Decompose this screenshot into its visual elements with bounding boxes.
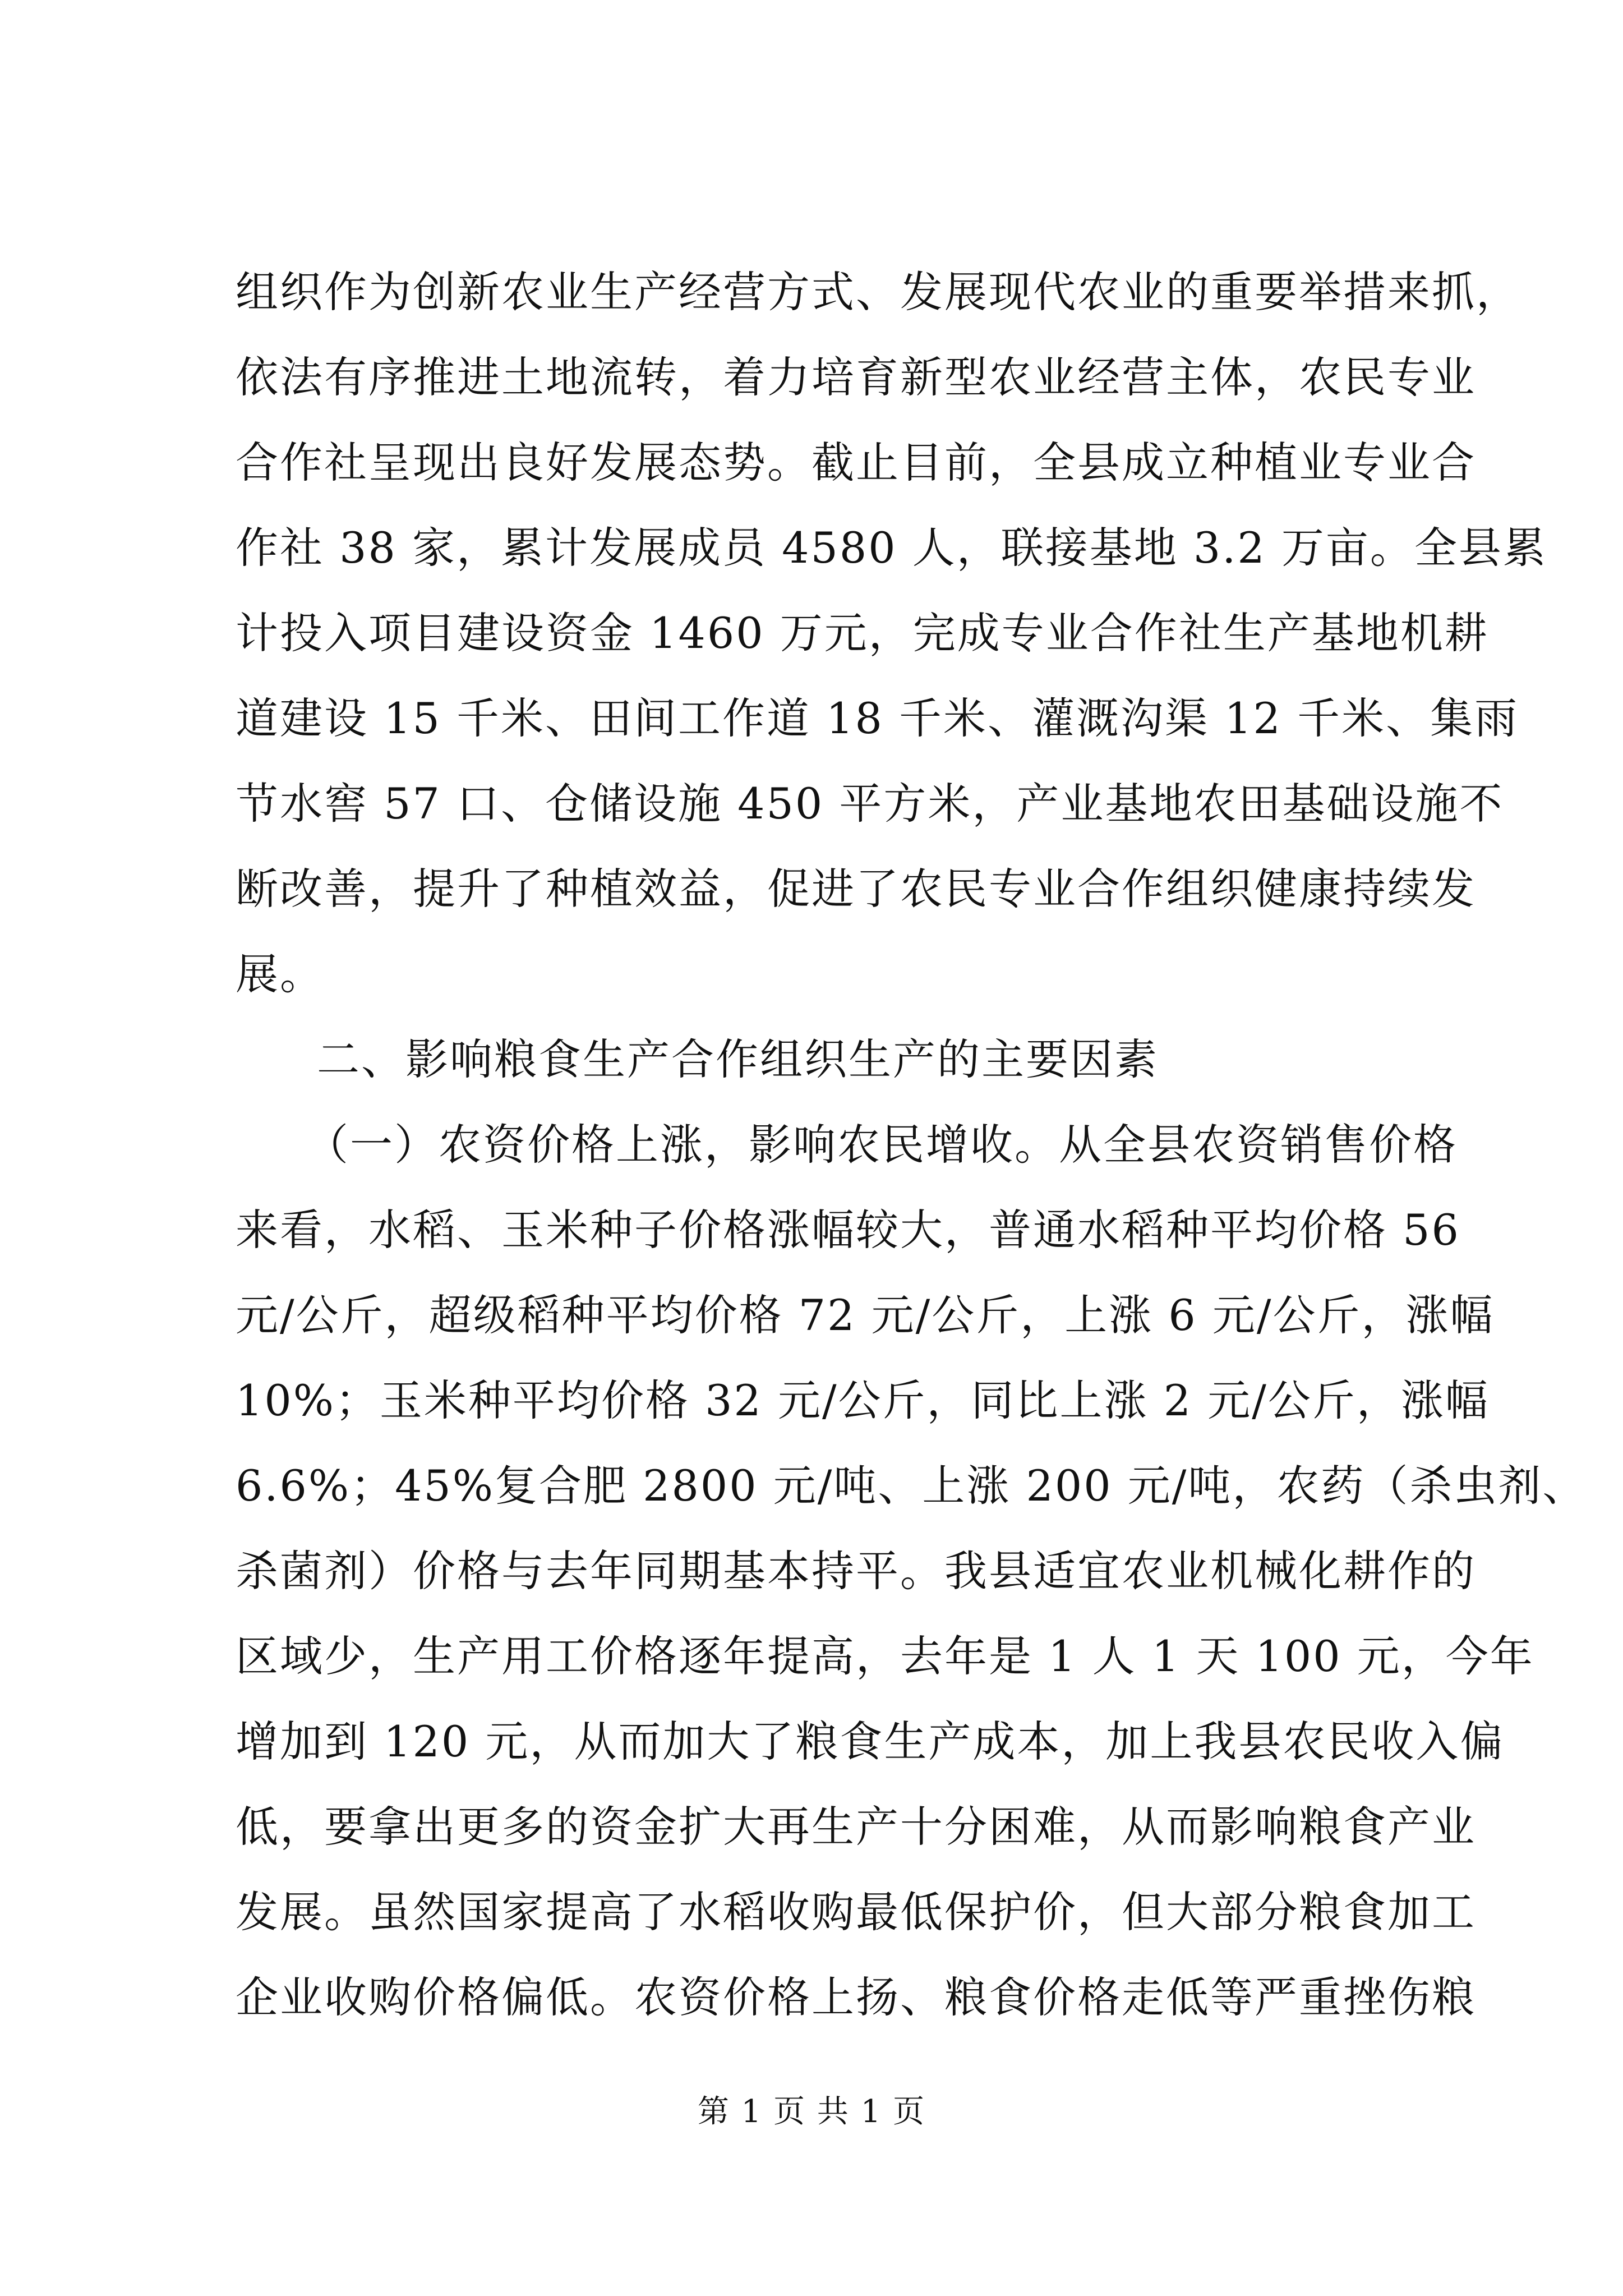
text-line: 组织作为创新农业生产经营方式、发展现代农业的重要举措来抓，: [236, 267, 1520, 317]
text-line: 区域少，生产用工价格逐年提高，去年是 1 人 1 天 100 元，今年: [236, 1631, 1534, 1681]
text-line: 合作社呈现出良好发展态势。截止目前，全县成立种植业专业合: [236, 438, 1476, 487]
text-line: 6.6%；45%复合肥 2800 元/吨、上涨 200 元/吨，农药（杀虫剂、: [236, 1461, 1587, 1511]
text-line: 元/公斤，超级稻种平均价格 72 元/公斤，上涨 6 元/公斤，涨幅: [236, 1290, 1495, 1340]
text-line: 展。: [236, 949, 324, 999]
document-body: [236, 250, 1587, 2040]
text-line: 企业收购价格偏低。农资价格上扬、粮食价格走低等严重挫伤粮: [236, 1972, 1476, 2022]
text-line: 10%；玉米种平均价格 32 元/公斤，同比上涨 2 元/公斤，涨幅: [236, 1375, 1490, 1425]
page-number-footer: 第 1 页 共 1 页: [697, 2093, 926, 2130]
text-line: 低，要拿出更多的资金扩大再生产十分困难，从而影响粮食产业: [236, 1802, 1476, 1852]
text-line: 来看，水稻、玉米种子价格涨幅较大，普通水稻种平均价格 56: [236, 1205, 1460, 1255]
text-line: 依法有序推进土地流转，着力培育新型农业经营主体，农民专业: [236, 352, 1476, 402]
text-line: 作社 38 家，累计发展成员 4580 人，联接基地 3.2 万亩。全县累: [236, 523, 1547, 573]
text-line: 计投入项目建设资金 1460 万元，完成专业合作社生产基地机耕: [236, 608, 1489, 658]
text-line: 发展。虽然国家提高了水稻收购最低保护价，但大部分粮食加工: [236, 1887, 1476, 1937]
subsection-line: （一）农资价格上涨，影响农民增收。从全县农资销售价格: [306, 1120, 1458, 1170]
text-line: 道建设 15 千米、田间工作道 18 千米、灌溉沟渠 12 千米、集雨: [236, 693, 1519, 743]
text-line: 增加到 120 元，从而加大了粮食生产成本，加上我县农民收入偏: [236, 1717, 1505, 1766]
text-line: 杀菌剂）价格与去年同期基本持平。我县适宜农业机械化耕作的: [236, 1546, 1476, 1596]
text-line: 断改善，提升了种植效益，促进了农民专业合作组织健康持续发: [236, 864, 1476, 914]
section-heading: 二、影响粮食生产合作组织生产的主要因素: [317, 1034, 1159, 1084]
text-line: 节水窖 57 口、仓储设施 450 平方米，产业基地农田基础设施不: [236, 779, 1504, 829]
